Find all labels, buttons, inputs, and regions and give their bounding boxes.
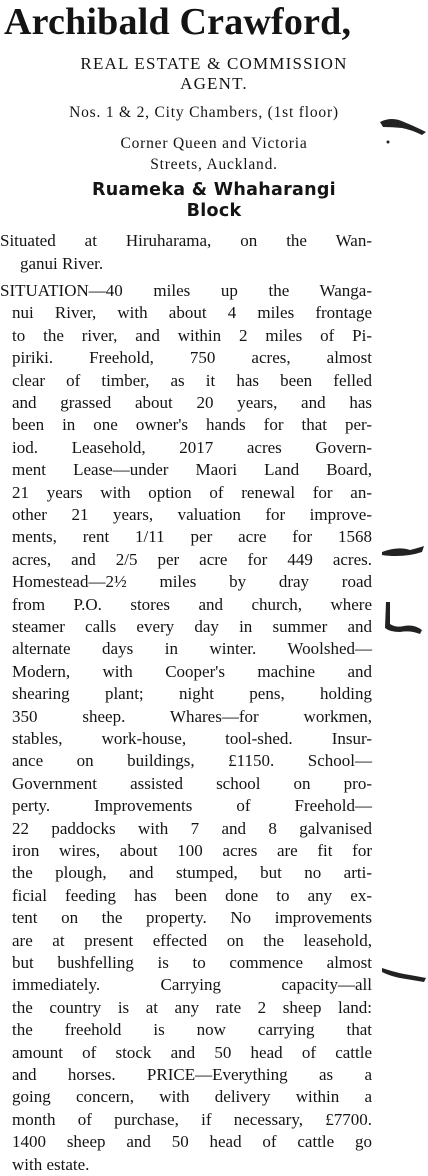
body-text-line: 21 years with option of renewal for an- [12,482,372,502]
body-text-line: acres, and 2/5 per acre for 449 acres. [12,549,372,569]
body-text-line: iod. Leasehold, 2017 acres Govern- [12,437,372,457]
body-text-line: 22 paddocks with 7 and 8 galvanised [12,818,372,838]
body-text-line: to the river, and within 2 miles of Pi- [12,325,372,345]
body-text-line: nui River, with about 4 miles frontage [12,303,372,323]
body-text-line: month of purchase, if necessary, £7700. [12,1109,372,1129]
property-title-line-2: Block [186,201,242,221]
body-text-line: SITUATION—40 miles up the Wanga- [0,281,372,300]
ink-mark [380,598,426,650]
body-text-line: iron wires, about 100 acres are fit for [12,841,372,860]
address-line-3: Streets, Auckland. [150,156,278,173]
body-text-line: shearing plant; night pens, holding [12,684,372,704]
body-text-line: perty. Improvements of Freehold— [12,796,372,816]
intro-line-1: Situated at Hiruharama, on the Wan- [0,231,372,250]
body-text-line: the country is at any rate 2 sheep land: [12,997,372,1017]
body-text-line: immediately. Carrying capacity—all [12,975,372,995]
address-line-1: Nos. 1 & 2, City Chambers, (1st floor) [69,104,339,121]
body-text-line: 1400 sheep and 50 head of cattle go [12,1132,372,1152]
body-text-line: from P.O. stores and church, where [12,594,372,614]
advertiser-name: Archibald Crawford, [4,1,352,43]
body-text-line: piriki. Freehold, 750 acres, almost [12,348,372,368]
body-text-line: are at present effected on the leasehold, [12,930,372,950]
body-text-line: ments, rent 1/11 per acre for 1568 [12,527,372,547]
body-text-line: amount of stock and 50 head of cattle [12,1042,372,1062]
intro-line-2: ganui River. [20,254,104,273]
ink-mark [380,960,428,990]
body-text-line: ance on buildings, £1150. School— [12,751,372,771]
body-text-line: the freehold is now carrying that [12,1020,372,1040]
ink-mark [378,108,428,148]
address-line-2: Corner Queen and Victoria [120,135,308,152]
body-text-line: and horses. PRICE—Everything as a [12,1065,372,1084]
body-text-line: steamer calls every day in summer and [12,617,372,636]
body-text-line: Homestead—2½ miles by dray road [12,572,372,592]
body-text-line: stables, work-house, tool-shed. Insur- [12,729,372,748]
body-text-line: ficial feeding has been done to any ex- [12,885,372,905]
body-text-line: alternate days in winter. Woolshed— [12,639,372,659]
body-text-line: clear of timber, as it has been felled [12,370,372,390]
ink-mark [380,536,426,566]
body-text-line: other 21 years, valuation for improve- [12,505,372,524]
body-text-line: tent on the property. No improvements [12,908,372,928]
body-text-line: but bushfelling is to commence almost [12,953,372,972]
body-text-line: Modern, with Cooper's machine and [12,661,372,681]
body-text-line: been in one owner's hands for that per- [12,415,372,435]
body-text-line: 350 sheep. Whares—for workmen, [12,706,372,726]
occupation-line-2: AGENT. [180,74,248,93]
property-title-line-1: Ruameka & Whaharangi [91,180,336,200]
occupation-line-1: REAL ESTATE & COMMISSION [80,54,348,73]
body-text-line: going concern, with delivery within a [12,1087,372,1107]
body-text-line: ment Lease—under Maori Land Board, [12,460,372,480]
body-text-line: the plough, and stumped, but no arti- [12,863,372,883]
body-text-line: and grassed about 20 years, and has [12,393,372,412]
body-text-line: Government assisted school on pro- [12,773,372,793]
body-text-line: with estate. [12,1154,90,1174]
